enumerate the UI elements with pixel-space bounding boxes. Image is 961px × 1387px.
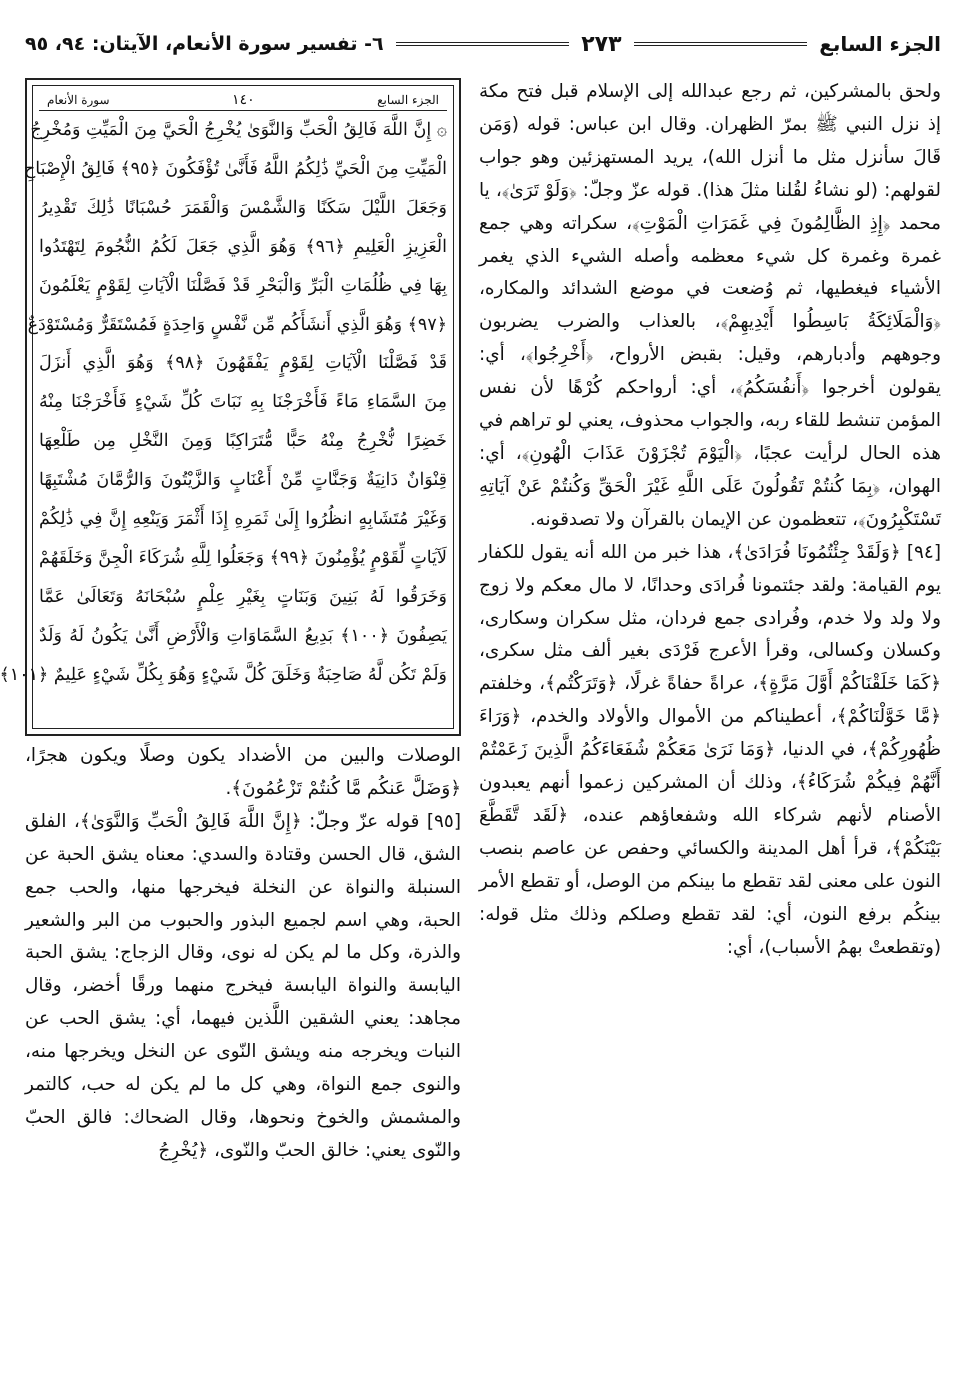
mushaf-inner: [0, 85, 454, 729]
verse-line: ۞ إِنَّ اللَّهَ فَالِقُ الْحَبِّ وَالنَّوَىٰ يُخْرِجُ الْحَيَّ مِنَ الْمَيِّتِ وَمُخْرِجُ: [30, 120, 447, 140]
verse-line: مِنَ السَّمَاءِ مَاءً فَأَخْرَجْنَا بِهِ نَبَاتَ كُلِّ شَيْءٍ فَأَخْرَجْنَا مِنْهُ: [39, 392, 447, 413]
left-column: [25, 740, 461, 1370]
mushaf-juz-label: الجزء السابع: [377, 93, 439, 107]
left-paragraph-2: [٩٥] قوله عزّ وجلّ: ﴿إِنَّ اللَّهَ فَالِقُ الْحَبِّ وَالنَّوَىٰ﴾، الفلق الشق، قال الحسن وقتادة والسدي: معناه يشق الحبة عن السنبلة والنواة عن النخلة فيخرجها منها، والحب جمع الحبة، وهي اسم لجميع البذور والحبوب من البر والشعير والذرة، وكل ما لم يكن له نوى، وقال الزجاج: يشق الحبة اليابسة والنواة اليابسة فيخرج منهما ورقًا أخضر، وقال مجاهد: يعني الشقين اللَّذين فيهما، أي: يشق الحب عن النبات ويخرجه منه ويشق النّوى عن النخل ويخرجها منه، والنوى جمع النواة، وهي كل ما لم يكن له حب، كالتمر والمشمش والخوخ ونحوها، وقال الضحاك: فالق الحبّ والنّوى يعني: خالق الحبّ والنّوى، ﴿يُخْرِجُ: [25, 810, 461, 1161]
right-paragraph-2: [٩٤] ﴿وَلَقَدْ جِئْتُمُونَا فُرَادَىٰ﴾، هذا خبر من الله أنه يقول للكفار يوم القيامة: ولقد جئتمونا فُرادَى وحدانًا، لا مال معكم ولا زوج ولا ولد ولا خدم، وفُرادى جمع فردان، مثل سكران وسكارى، وكسلان وكسالى، وقرأ الأعرج فَرْدَى بغير ألف مثل سكرى، ﴿كَمَا خَلَقْنَاكُمْ أَوَّلَ مَرَّةٍ﴾، عراةً حفاةً غرلًا، ﴿وَتَرَكْتُم﴾، وخلفتم ﴿مَّا خَوَّلْنَاكُمْ﴾، أعطيناكم من الأموال والأولاد والخدم، ﴿وَرَاءَ ظُهُورِكُمْ﴾، في الدنيا، ﴿وَمَا نَرَىٰ مَعَكُمْ شُفَعَاءَكُمُ الَّذِينَ زَعَمْتُمْ أَنَّهُمْ فِيكُمْ شُرَكَاءُ﴾، وذلك أن المشركين زعموا أنهم يعبدون الأصنام لأنهم شركاء الله وشفعاؤهم عنده، ﴿لَقَد تَّقَطَّعَ بَيْنَكُمْ﴾، قرأ أهل المدينة والكسائي وحفص عن عاصم بنصب النون على معنى لقد تقطع ما بينكم من الوصل، أو تقطع الأمر بينكُم برفع النون، أي: لقد تقطع وصلكم وذلك مثل قوله: (وتقطعتْ بهمُ الأسباب)، أي:: [479, 541, 941, 958]
header-rule-right: [634, 42, 808, 46]
verse-line: وَغَيْرَ مُتَشَابِهٍ انظُرُوا إِلَىٰ ثَمَرِهِ إِذَا أَثْمَرَ وَيَنْعِهِ إِنَّ فِي ذَٰلِكُمْ: [39, 509, 447, 530]
left-paragraph-1: الوصلات والبين من الأضداد يكون وصلًا ويكون هجرًا، ﴿وَضَلَّ عَنكُم مَّا كُنتُمْ تَزْعُمُونَ﴾.: [25, 745, 461, 799]
verse-line: وَجَعَلَ اللَّيْلَ سَكَنًا وَالشَّمْسَ وَالْقَمَرَ حُسْبَانًا ذَٰلِكَ تَقْدِيرُ: [39, 197, 447, 218]
verse-line: قَدْ فَصَّلْنَا الْآيَاتِ لِقَوْمٍ يَفْقَهُونَ ﴿٩٨﴾ وَهُوَ الَّذِي أَنزَلَ: [39, 353, 447, 374]
verse-line: الْمَيِّتِ مِنَ الْحَيِّ ذَٰلِكُمُ اللَّهُ فَأَنَّىٰ تُؤْفَكُونَ ﴿٩٥﴾ فَالِقُ الْإِصْبَاحِ: [24, 158, 447, 179]
mushaf-surah-label: سورة الأنعام: [47, 93, 110, 107]
verse-line: الْعَزِيزِ الْعَلِيمِ ﴿٩٦﴾ وَهُوَ الَّذِي جَعَلَ لَكُمُ النُّجُومَ لِتَهْتَدُوا: [39, 236, 447, 257]
right-column: [479, 76, 941, 1366]
verse-line: يَصِفُونَ ﴿١٠٠﴾ بَدِيعُ السَّمَاوَاتِ وَالْأَرْضِ أَنَّىٰ يَكُونُ لَهُ وَلَدٌ: [39, 625, 447, 646]
verse-line: ﴿٩٧﴾ وَهُوَ الَّذِي أَنشَأَكُم مِّن نَّفْسٍ وَاحِدَةٍ فَمُسْتَقَرٌّ وَمُسْتَوْدَعٌ: [27, 314, 447, 335]
mushaf-text: [0, 111, 447, 695]
header-page-number: ٢٧٣: [581, 31, 622, 57]
header-rule-left: [396, 42, 570, 46]
verse-line: خَضِرًا نُّخْرِجُ مِنْهُ حَبًّا مُّتَرَاكِبًا وَمِنَ النَّخْلِ مِن طَلْعِهَا: [39, 431, 447, 452]
header-title: ٦- تفسير سورة الأنعام، الآيتان: ٩٤، ٩٥: [24, 33, 384, 55]
verse-line: وَلَمْ تَكُن لَّهُ صَاحِبَةٌ وَخَلَقَ كُلَّ شَيْءٍ وَهُوَ بِكُلِّ شَيْءٍ عَلِيمٌ ﴿١٠١﴾: [0, 664, 447, 685]
verse-line: لَآيَاتٍ لِّقَوْمٍ يُؤْمِنُونَ ﴿٩٩﴾ وَجَعَلُوا لِلَّهِ شُرَكَاءَ الْجِنَّ وَخَلَقَهُمْ: [39, 547, 447, 568]
verse-line: وَخَرَقُوا لَهُ بَنِينَ وَبَنَاتٍ بِغَيْرِ عِلْمٍ سُبْحَانَهُ وَتَعَالَىٰ عَمَّا: [39, 586, 447, 607]
verse-line: بِهَا فِي ظُلُمَاتِ الْبَرِّ وَالْبَحْرِ قَدْ فَصَّلْنَا الْآيَاتِ لِقَوْمٍ يَعْلَمُونَ: [39, 275, 447, 296]
header-part: الجزء السابع: [819, 32, 941, 56]
running-header: [25, 26, 941, 62]
mushaf-header: [39, 90, 447, 111]
right-paragraph-1: ولحق بالمشركين، ثم رجع عبدالله إلى الإسلام قبل فتح مكة إذ نزل النبي ﷺ بمرّ الظهران. وقال ابن عباس: قوله (وَمَن قَالَ سأنزل مثل ما أنزل الله)، يريد المستهزئين وهو جواب لقولهم: (لو نشاءُ لقُلنا مثلَ هذا). قوله عزّ وجلّ: ﴿وَلَوْ تَرَىٰ﴾، يا محمد ﴿إِذِ الظَّالِمُونَ فِي غَمَرَاتِ الْمَوْتِ﴾، سكراته وهي جمع غمرة وغمرة كل شيء معظمه وأصله الشيء الذي يغمر الأشياء فيغطيها، ثم وُضعت في موضع الشدائد والمكاره، ﴿وَالْمَلَائِكَةُ بَاسِطُوا أَيْدِيهِمْ﴾، بالعذاب والضرب يضربون وجوههم وأدبارهم، وقيل: بقبض الأرواح، ﴿أَخْرِجُوا﴾، أي: يقولون أخرجوا ﴿أَنفُسَكُمُ﴾، أي: أرواحكم كُرْهًا لأن نفس المؤمن تنشط للقاء ربه، والجواب محذوف، يعني لو تراهم في هذه الحال لرأيت عجبًا، ﴿الْيَوْمَ تُجْزَوْنَ عَذَابَ الْهُونِ﴾، أي: الهوان، ﴿بِمَا كُنتُمْ تَقُولُونَ عَلَى اللَّهِ غَيْرَ الْحَقِّ وَكُنتُمْ عَنْ آيَاتِهِ تَسْتَكْبِرُونَ﴾، تتعظمون عن الإيمان بالقرآن ولا تصدقونه.: [479, 81, 941, 530]
mushaf-frame: [0, 78, 461, 736]
verse-line: قِنْوَانٌ دَانِيَةٌ وَجَنَّاتٍ مِّنْ أَعْنَابٍ وَالزَّيْتُونَ وَالرُّمَّانَ مُشْتَبِهًا: [39, 470, 447, 491]
mushaf-page-number: ١٤٠: [232, 92, 255, 108]
